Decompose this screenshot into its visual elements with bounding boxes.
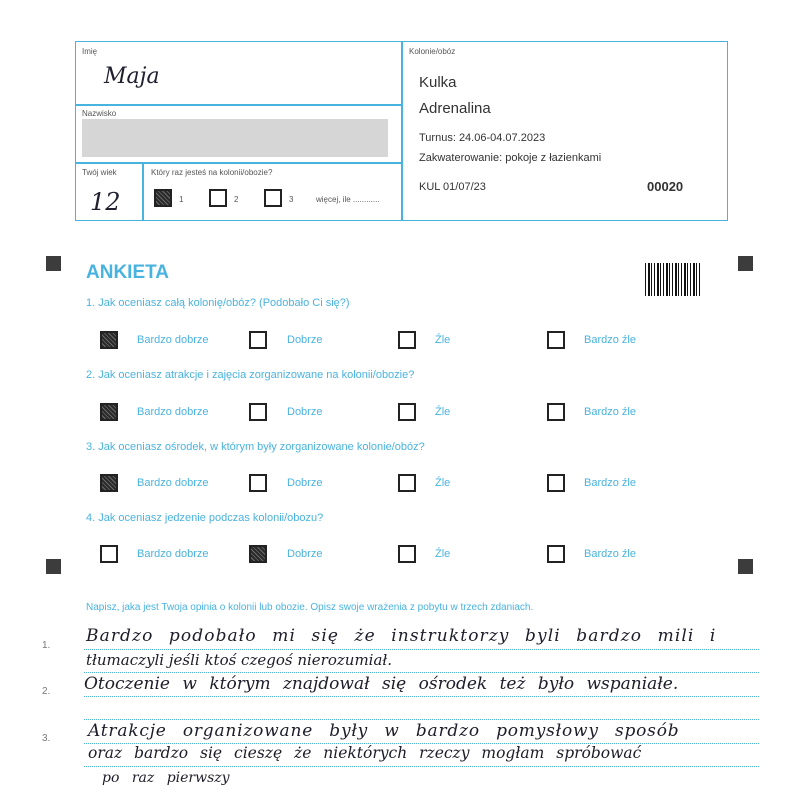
q1-option-zle-checkbox[interactable] (398, 331, 416, 349)
question-text: 4. Jak oceniasz jedzenie podczas kolonii/obozu? (86, 512, 324, 524)
open-question-prompt: Napisz, jaka jest Twoja opinia o kolonii lub obozie. Opisz swoje wrażenia z pobytu w trzech zdaniach. (86, 602, 534, 613)
q3-option-label: Dobrze (287, 477, 323, 489)
q1-option-bardzo-zle-checkbox[interactable] (547, 331, 565, 349)
handwritten-line-3: Otoczenie w którym znajdował się ośrodek też było wspaniałe. (84, 674, 679, 694)
line-number-1: 1. (42, 640, 51, 651)
q4-option-label: Dobrze (287, 548, 323, 560)
q3-option-bardzo-zle-checkbox[interactable] (547, 474, 565, 492)
q2-option-bardzo-dobrze-checkbox[interactable] (100, 403, 118, 421)
q4-option-zle-checkbox[interactable] (398, 545, 416, 563)
header-divider (401, 42, 403, 220)
handwritten-line-6: po raz pierwszy (102, 770, 230, 786)
handwritten-line-4: Atrakcje organizowane były w bardzo pomysłowy sposób (88, 721, 680, 741)
q1-option-label: Bardzo dobrze (137, 334, 209, 346)
which-time-option-1: 1 (179, 195, 184, 204)
q2-option-bardzo-zle-checkbox[interactable] (547, 403, 565, 421)
q3-option-label: Źle (435, 477, 451, 489)
which-time-option-2: 2 (234, 195, 239, 204)
question-4 (86, 512, 726, 582)
q1-option-label: Bardzo źle (584, 334, 636, 346)
surname-redaction (82, 119, 388, 157)
which-time-label: Który raz jesteś na kolonii/obozie? (151, 168, 273, 177)
registration-marker-tl (46, 256, 61, 271)
line-number-2: 2. (42, 686, 51, 697)
name-value[interactable]: Maja (104, 64, 160, 89)
q4-option-label: Bardzo dobrze (137, 548, 209, 560)
q4-option-label: Bardzo źle (584, 548, 636, 560)
q3-option-bardzo-dobrze-checkbox[interactable] (100, 474, 118, 492)
q4-option-bardzo-zle-checkbox[interactable] (547, 545, 565, 563)
age-label: Twój wiek (82, 168, 117, 177)
q1-option-label: Źle (435, 334, 451, 346)
q3-option-zle-checkbox[interactable] (398, 474, 416, 492)
which-time-checkbox-2[interactable] (209, 189, 227, 207)
surname-label: Nazwisko (82, 109, 117, 118)
question-3 (86, 441, 726, 511)
camp-label: Kolonie/obóz (409, 47, 456, 56)
age-value[interactable]: 12 (90, 188, 121, 216)
q2-option-label: Dobrze (287, 406, 323, 418)
line-number-3: 3. (42, 733, 51, 744)
q1-option-label: Dobrze (287, 334, 323, 346)
q3-option-dobrze-checkbox[interactable] (249, 474, 267, 492)
camp-code: KUL 01/07/23 (419, 181, 486, 193)
turnus: Turnus: 24.06-04.07.2023 (419, 132, 546, 144)
header-form (75, 41, 728, 221)
more-times-field[interactable]: więcej, ile ............ (316, 195, 380, 204)
question-text: 2. Jak oceniasz atrakcje i zajęcia zorganizowane na kolonii/obozie? (86, 369, 415, 381)
handwritten-line-2: tłumaczyli jeśli ktoś czegoś nierozumiał. (86, 651, 393, 669)
survey-title: ANKIETA (86, 262, 170, 283)
q2-option-label: Bardzo źle (584, 406, 636, 418)
which-time-checkbox-3[interactable] (264, 189, 282, 207)
q4-option-dobrze-checkbox[interactable] (249, 545, 267, 563)
handwritten-line-1: Bardzo podobało mi się że instruktorzy byli bardzo mili i (86, 626, 717, 646)
camp-name-2: Adrenalina (419, 100, 491, 117)
question-text: 1. Jak oceniasz całą kolonię/obóz? (Podobało Ci się?) (86, 297, 350, 309)
q2-option-label: Źle (435, 406, 451, 418)
q3-option-label: Bardzo źle (584, 477, 636, 489)
q1-option-dobrze-checkbox[interactable] (249, 331, 267, 349)
question-1 (86, 297, 726, 367)
handwritten-line-5: oraz bardzo się cieszę że niektórych rzeczy mogłam spróbować (88, 744, 642, 762)
q2-option-dobrze-checkbox[interactable] (249, 403, 267, 421)
handwritten-answer[interactable] (84, 620, 784, 800)
form-number: 00020 (647, 179, 684, 194)
q3-option-label: Bardzo dobrze (137, 477, 209, 489)
q4-option-label: Źle (435, 548, 451, 560)
name-label: Imię (82, 47, 98, 56)
registration-marker-br (738, 559, 753, 574)
which-time-option-3: 3 (289, 195, 294, 204)
q2-option-zle-checkbox[interactable] (398, 403, 416, 421)
q4-option-bardzo-dobrze-checkbox[interactable] (100, 545, 118, 563)
registration-marker-bl (46, 559, 61, 574)
question-text: 3. Jak oceniasz ośrodek, w którym były zorganizowane kolonie/obóz? (86, 441, 425, 453)
q2-option-label: Bardzo dobrze (137, 406, 209, 418)
barcode (645, 263, 700, 296)
q1-option-bardzo-dobrze-checkbox[interactable] (100, 331, 118, 349)
accommodation: Zakwaterowanie: pokoje z łazienkami (419, 152, 602, 164)
camp-name-1: Kulka (419, 74, 457, 91)
which-time-checkbox-1[interactable] (154, 189, 172, 207)
question-2 (86, 369, 726, 439)
registration-marker-tr (738, 256, 753, 271)
